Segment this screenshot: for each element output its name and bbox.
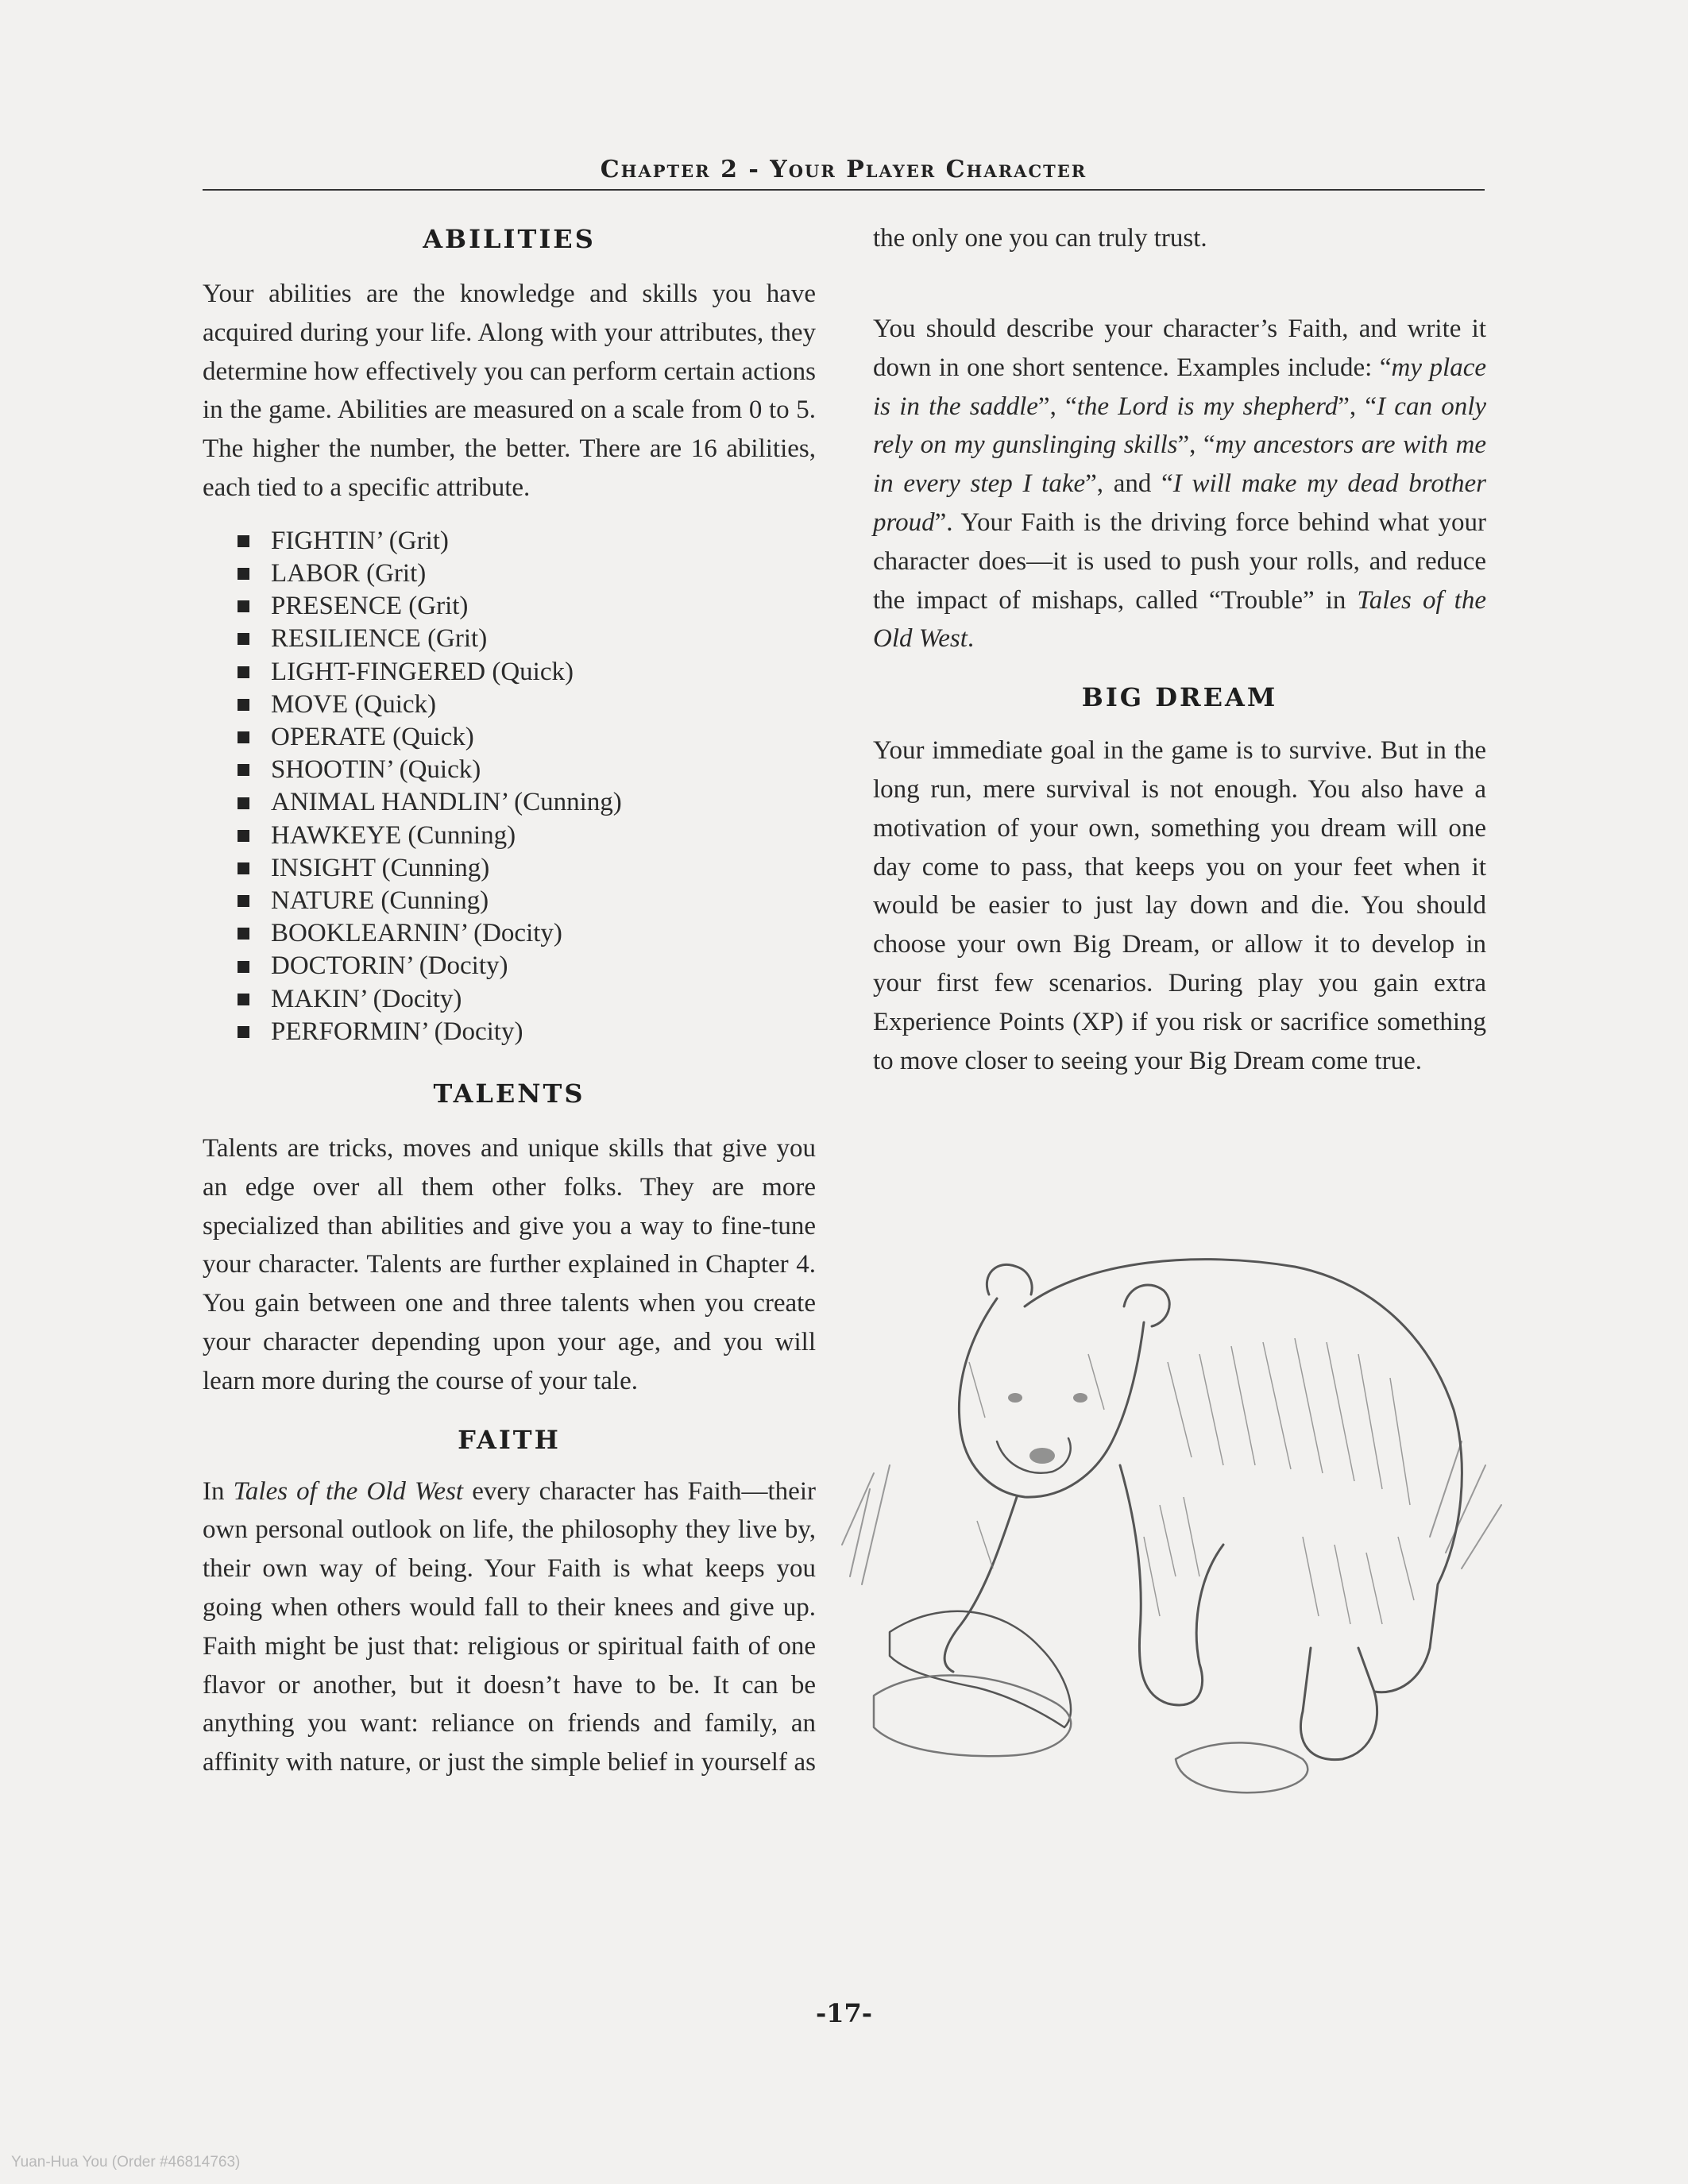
abilities-intro: Your abilities are the knowledge and skills you have acquired during your life. Along with your attributes, they determine how effectively you can perform certain actions in the game. Abilities are measured on a scale from 0 to 5. The higher the number, the better. There are 16 abilities, each tied to a specific attribute. bbox=[203, 280, 816, 502]
square-bullet-icon bbox=[238, 1026, 249, 1038]
square-bullet-icon bbox=[238, 862, 249, 874]
faith-paragraph-2: You should describe your character’s Faith, and write it down in one short sentence. Examples include: “my place is in the saddle”, “the Lord is my shepherd”, “I can only rely on my gunslinging skills”, “my ancestors are with me in every step I take”, and “I will make my dead brother proud”. Your Faith is the driving force behind what your character does—it is used to push your rolls, and reduce the impact of mishaps, called “Trouble” in Tales of the Old West. bbox=[873, 314, 1487, 654]
abilities-heading: ABILITIES bbox=[423, 224, 596, 254]
list-item: NATURE (Cunning) bbox=[238, 885, 816, 917]
list-item: FIGHTIN’ (Grit) bbox=[238, 525, 816, 558]
list-item: INSIGHT (Cunning) bbox=[238, 852, 816, 885]
square-bullet-icon bbox=[238, 830, 249, 842]
right-column bbox=[873, 224, 1486, 1080]
list-item: LIGHT-FINGERED (Quick) bbox=[238, 656, 816, 689]
chapter-header: Chapter 2 - Your Player Character bbox=[600, 156, 1087, 183]
left-column bbox=[203, 224, 816, 1782]
list-item: RESILIENCE (Grit) bbox=[238, 623, 816, 655]
header-rule bbox=[203, 189, 1485, 191]
list-item: BOOKLEARNIN’ (Docity) bbox=[238, 917, 816, 950]
order-watermark: Yuan-Hua You (Order #46814763) bbox=[11, 2154, 241, 2170]
abilities-list bbox=[203, 525, 816, 1048]
list-item: PERFORMIN’ (Docity) bbox=[238, 1016, 816, 1048]
square-bullet-icon bbox=[238, 731, 249, 743]
list-item: SHOOTIN’ (Quick) bbox=[238, 754, 816, 786]
list-item: LABOR (Grit) bbox=[238, 558, 816, 590]
square-bullet-icon bbox=[238, 764, 249, 776]
square-bullet-icon bbox=[238, 797, 249, 809]
list-item: DOCTORIN’ (Docity) bbox=[238, 950, 816, 982]
page-number: -17- bbox=[815, 1998, 873, 2028]
big-dream-body: Your immediate goal in the game is to survive. But in the long run, mere survival is not enough. You also have a motivation of your own, something you dream will one day come to pass, that keeps you on your feet when it would be easier to just lay down and die. You should choose your own Big Dream, or allow it to develop in your first few scenarios. During play you gain extra Experience Points (XP) if you risk or sacrifice something to move closer to seeing your Big Dream come true. bbox=[873, 736, 1486, 1075]
talents-body: Talents are tricks, moves and unique skills that give you an edge over all them other folks. They are more specialized than abilities and give you a way to fine-tune your character. Talents are further explained in Chapter 4. You gain between one and three talents when you create your character depending upon your age, and you will learn more during the course of your tale. bbox=[203, 1134, 816, 1395]
faith-heading: FAITH bbox=[458, 1424, 561, 1455]
list-item: OPERATE (Quick) bbox=[238, 721, 816, 754]
faith-paragraph-1-continued: the only one you can truly trust. bbox=[873, 224, 1207, 253]
talents-heading: TALENTS bbox=[433, 1078, 585, 1109]
list-item: MOVE (Quick) bbox=[238, 689, 816, 721]
big-dream-heading: BIG DREAM bbox=[1081, 682, 1278, 713]
list-item: ANIMAL HANDLIN’ (Cunning) bbox=[238, 786, 816, 819]
square-bullet-icon bbox=[238, 994, 249, 1005]
square-bullet-icon bbox=[238, 961, 249, 973]
square-bullet-icon bbox=[238, 666, 249, 678]
list-item: PRESENCE (Grit) bbox=[238, 590, 816, 623]
list-item: MAKIN’ (Docity) bbox=[238, 983, 816, 1016]
list-item: HAWKEYE (Cunning) bbox=[238, 820, 816, 852]
faith-paragraph-1: In Tales of the Old West every character has Faith—their own personal outlook on life, the philosophy they live by, their own way of being. Your Faith is what keeps you going when others would fall to their knees and give up. Faith might be just that: religious or spiritual faith of one flavor or another, but it doesn’t have to be. It can be anything you want: reliance on friends and family, an affinity with nature, or just the simple belief in yourself as bbox=[203, 1476, 816, 1777]
square-bullet-icon bbox=[238, 600, 249, 612]
square-bullet-icon bbox=[238, 895, 249, 907]
square-bullet-icon bbox=[238, 568, 249, 580]
square-bullet-icon bbox=[238, 535, 249, 547]
square-bullet-icon bbox=[238, 633, 249, 645]
square-bullet-icon bbox=[238, 699, 249, 711]
square-bullet-icon bbox=[238, 928, 249, 940]
bear-illustration bbox=[826, 1203, 1517, 1839]
